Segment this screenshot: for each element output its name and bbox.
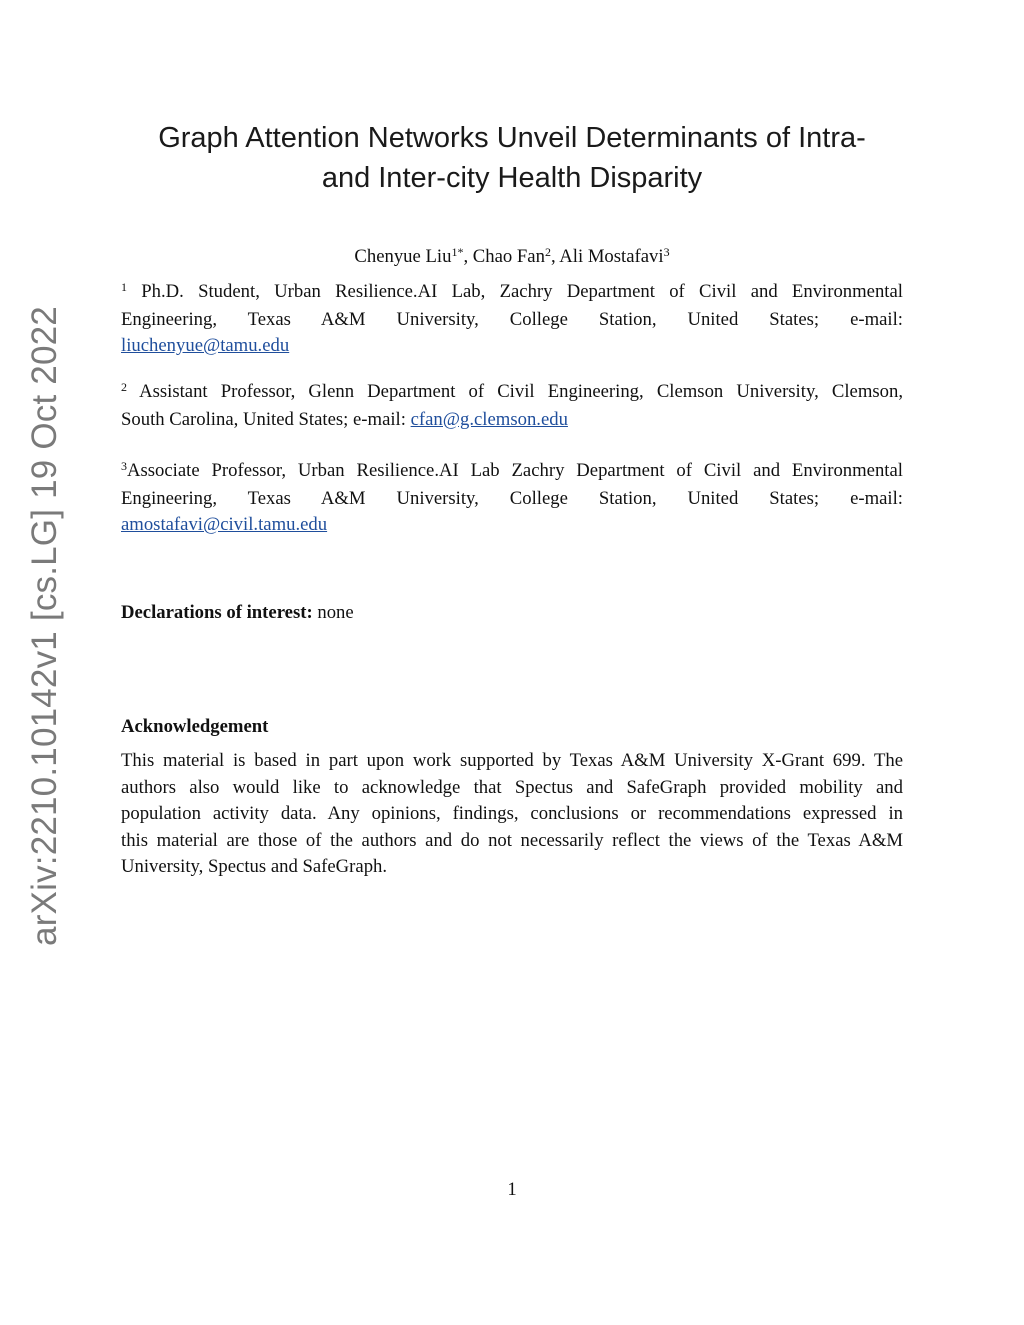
title-line-2: and Inter-city Health Disparity	[321, 162, 703, 194]
acknowledgement-body	[121, 748, 903, 881]
paper-title	[100, 118, 924, 198]
affiliation-mark: 2	[121, 380, 127, 394]
affiliation-3	[121, 458, 903, 539]
page-number: 1	[507, 1179, 517, 1200]
author-separator: ,	[550, 246, 560, 267]
acknowledgement-heading: Acknowledgement	[121, 716, 269, 737]
author-affiliation-mark: 1*	[451, 245, 464, 259]
affiliation-line	[121, 333, 903, 360]
declarations-of-interest	[121, 600, 354, 627]
email-link[interactable]: amostafavi@civil.tamu.edu	[121, 514, 328, 535]
affiliation-2	[121, 379, 903, 433]
author-separator: ,	[463, 246, 473, 267]
affiliation-mark: 1	[121, 280, 127, 294]
declarations-value: none	[312, 602, 354, 623]
author-name: Chenyue Liu	[354, 246, 452, 267]
acknowledgement-line: This material is based in part upon work supported by Texas A&M University X-Grant 699. The	[121, 750, 903, 771]
author-name: Ali Mostafavi	[559, 246, 664, 267]
acknowledgement-line: University, Spectus and SafeGraph.	[121, 856, 388, 877]
affiliation-line	[121, 407, 903, 434]
title-line-1: Graph Attention Networks Unveil Determinants of Intra-	[158, 122, 866, 154]
affiliation-line	[121, 458, 903, 486]
acknowledgement-line: authors also would like to acknowledge that Spectus and SafeGraph provided mobility and	[121, 776, 903, 798]
affiliation-line: Engineering, Texas A&M University, College Station, United States; e-mail:	[121, 308, 903, 330]
author-affiliation-mark: 2	[544, 245, 551, 259]
email-link[interactable]: liuchenyue@tamu.edu	[121, 335, 290, 356]
acknowledgement-line: population activity data. Any opinions, findings, conclusions or recommendations expressed in	[121, 803, 903, 824]
affiliation-text: Assistant Professor, Glenn Department of Civil Engineering, Clemson University, Clemson,	[127, 381, 903, 402]
affiliation-1	[121, 279, 903, 360]
declarations-label: Declarations of interest:	[121, 602, 313, 623]
affiliation-text: South Carolina, United States; e-mail:	[121, 408, 411, 430]
affiliation-text: Ph.D. Student, Urban Resilience.AI Lab, Zachry Department of Civil and Environmental	[127, 281, 903, 302]
affiliation-text: Associate Professor, Urban Resilience.AI Lab Zachry Department of Civil and Environmental	[127, 460, 903, 481]
affiliation-mark: 3	[121, 459, 127, 473]
author-affiliation-mark: 3	[663, 245, 670, 259]
email-link[interactable]: cfan@g.clemson.edu	[410, 408, 568, 430]
affiliation-line	[121, 279, 903, 307]
acknowledgement-line: this material are those of the authors and do not necessarily reflect the views of the Texas A&M	[121, 829, 903, 851]
author-name: Chao Fan	[472, 246, 545, 267]
affiliation-line	[121, 512, 903, 539]
affiliation-line	[121, 379, 903, 407]
arxiv-identifier-stamp[interactable]: arXiv:2210.10142v1 [cs.LG] 19 Oct 2022	[25, 306, 64, 946]
affiliation-line: Engineering, Texas A&M University, College Station, United States; e-mail:	[121, 487, 903, 509]
author-list	[121, 244, 903, 272]
